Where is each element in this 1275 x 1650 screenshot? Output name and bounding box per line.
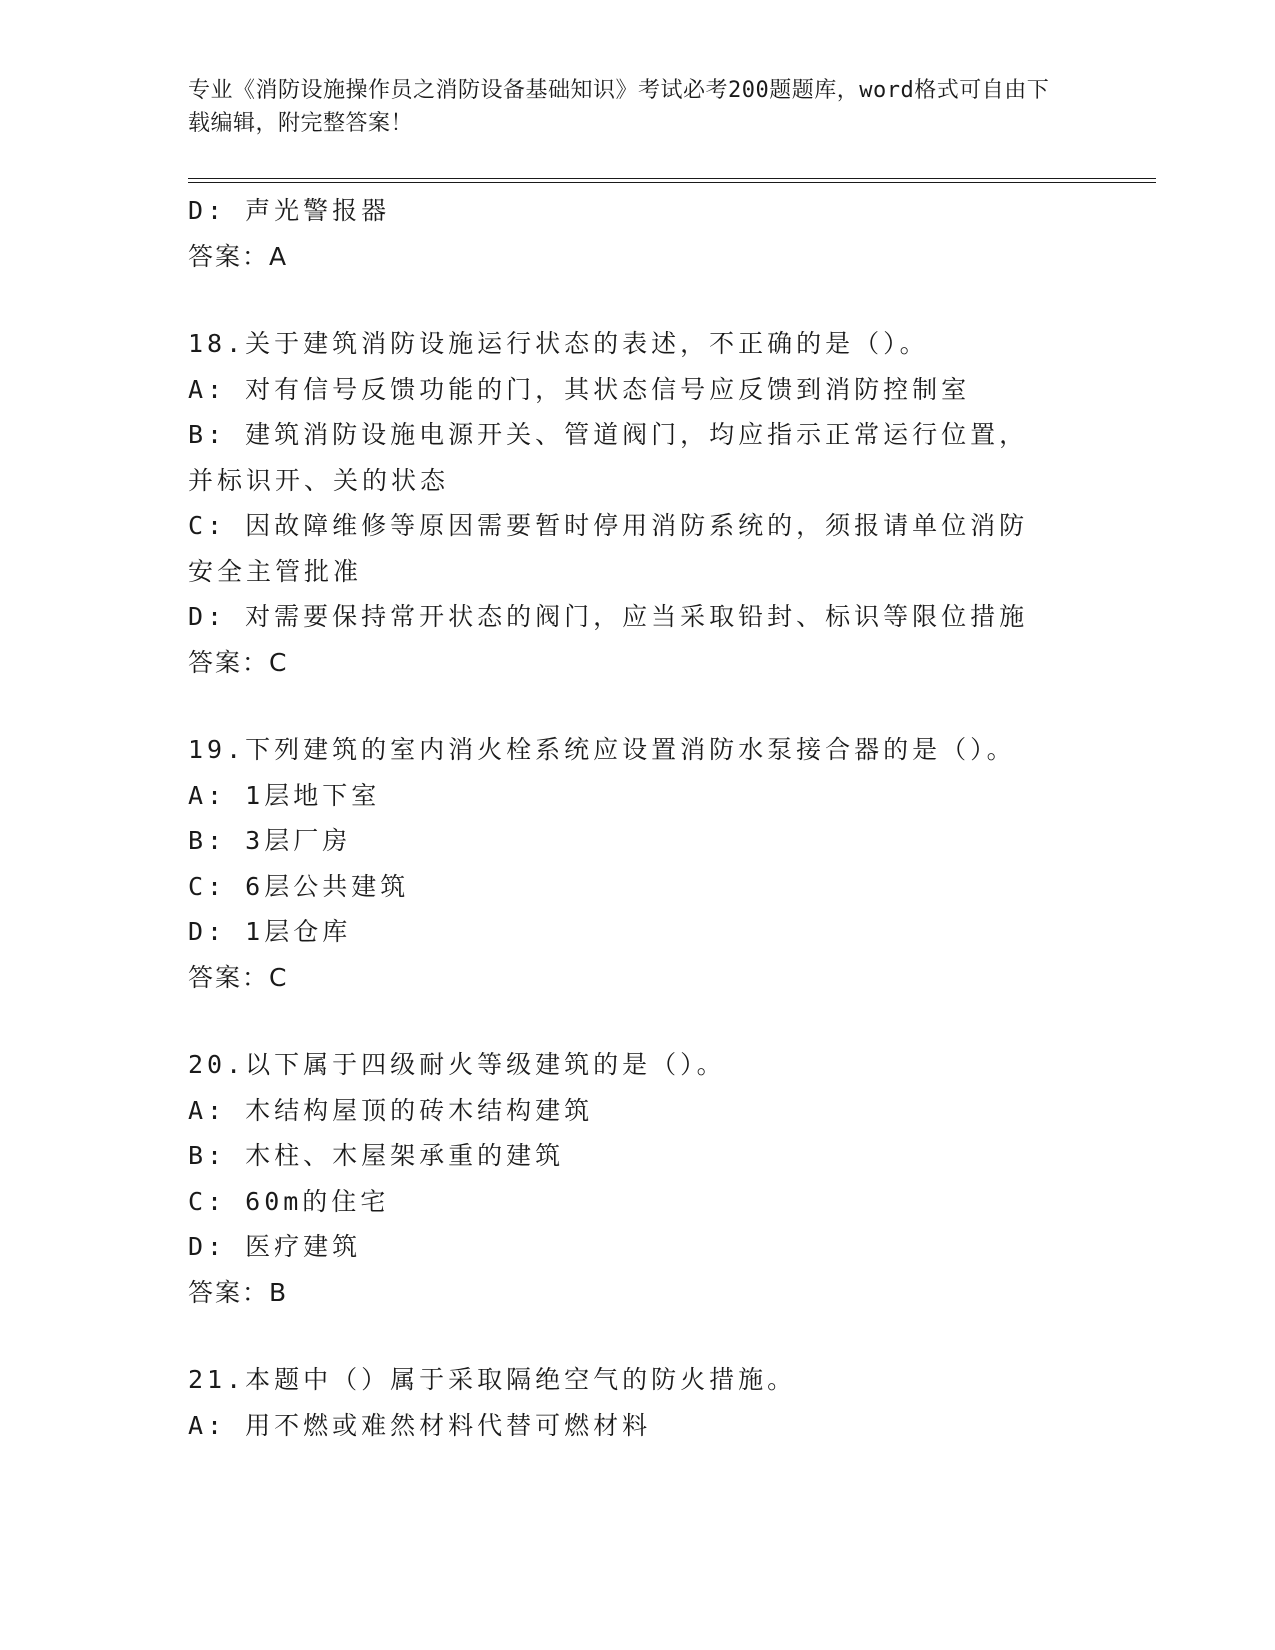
option-b: B: 3层厂房	[188, 826, 352, 855]
answer-line: 答案：B	[188, 1277, 289, 1307]
option-c: C: 6层公共建筑	[188, 871, 410, 901]
option-d: D: 声光警报器	[188, 196, 391, 225]
question-18	[188, 321, 1088, 685]
answer-line: 答案：C	[188, 962, 289, 992]
question-20	[188, 1042, 1088, 1315]
option-c: C: 因故障维修等原因需要暂时停用消防系统的，须报请单位消防安全主管批准	[188, 511, 1029, 586]
option-d: D: 1层仓库	[188, 917, 352, 946]
question-19	[188, 727, 1088, 1000]
option-a: A: 对有信号反馈功能的门，其状态信号应反馈到消防控制室	[188, 374, 971, 404]
option-a: A: 用不燃或难然材料代替可燃材料	[188, 1410, 652, 1440]
question-gap	[188, 1315, 1088, 1357]
option-a: A: 木结构屋顶的砖木结构建筑	[188, 1095, 594, 1125]
header-rule-top	[188, 178, 1156, 179]
option-b: B: 木柱、木屋架承重的建筑	[188, 1141, 565, 1170]
answer-line: 答案：A	[188, 241, 289, 271]
option-b: B: 建筑消防设施电源开关、管道阀门，均应指示正常运行位置，并标识开、关的状态	[188, 420, 1029, 495]
question-stem: 19.下列建筑的室内消火栓系统应设置消防水泵接合器的是（）。	[188, 735, 1016, 764]
question-stem: 20.以下属于四级耐火等级建筑的是（）。	[188, 1050, 726, 1079]
question-gap	[188, 685, 1088, 727]
question-stem: 18.关于建筑消防设施运行状态的表述，不正确的是（）。	[188, 329, 929, 358]
header-rule-bottom	[188, 182, 1156, 183]
option-c: C: 60m的住宅	[188, 1186, 390, 1216]
document-header: 专业《消防设施操作员之消防设备基础知识》考试必考200题题库，word格式可自由下载编辑，附完整答案！	[188, 78, 1050, 136]
answer-line: 答案：C	[188, 647, 289, 677]
option-d: D: 对需要保持常开状态的阀门，应当采取铅封、标识等限位措施	[188, 602, 1029, 631]
question-gap	[188, 1000, 1088, 1042]
question-stem: 21.本题中（）属于采取隔绝空气的防火措施。	[188, 1365, 797, 1394]
option-d: D: 医疗建筑	[188, 1232, 362, 1261]
question-21	[188, 1357, 1088, 1448]
question-list	[188, 188, 1088, 1448]
option-a: A: 1层地下室	[188, 780, 381, 810]
question-gap	[188, 279, 1088, 321]
